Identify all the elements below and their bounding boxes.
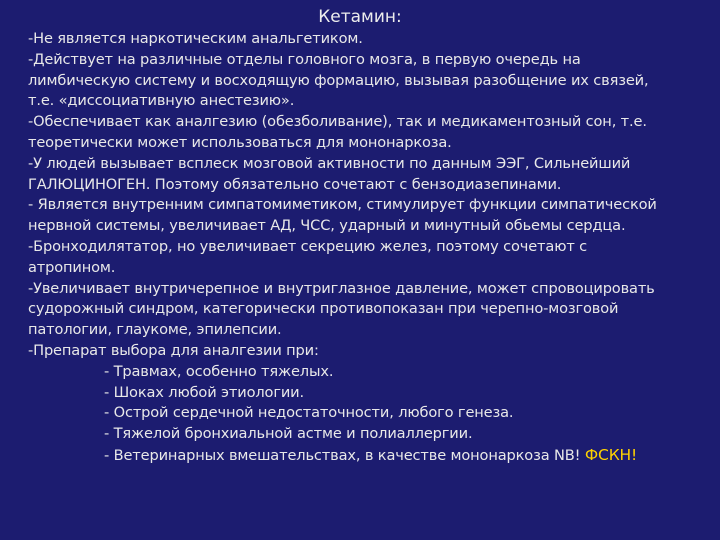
text-line: -У людей вызывает всплеск мозговой активности по данным ЭЭГ, Сильнейший xyxy=(28,154,631,172)
indication-text: - Ветеринарных вмешательствах, в качестве мононаркоза xyxy=(104,446,550,464)
text-line: -Препарат выбора для аналгезии при: xyxy=(28,341,319,359)
fskn-accent: ФСКН! xyxy=(584,445,638,464)
text-line: патологии, глаукоме, эпилепсии. xyxy=(28,321,282,339)
text-line: -Увеличивает внутричерепное и внутриглазное давление, может спровоцировать xyxy=(28,279,655,297)
text-line: ГАЛЮЦИНОГЕН. Поэтому обязательно сочетают с бензодиазепинами. xyxy=(28,175,562,193)
text-line: -Обеспечивает как аналгезию (обезболивание), так и медикаментозный сон, т.е. xyxy=(28,113,647,131)
slide-body xyxy=(28,29,718,466)
text-line: т.е. «диссоциативную анестезию». xyxy=(28,92,295,110)
text-line: -Действует на различные отделы головного мозга, в первую очередь на xyxy=(28,50,581,68)
slide-title: Кетамин: xyxy=(318,7,402,27)
text-line: нервной системы, увеличивает АД, ЧСС, ударный и минутный обьемы сердца. xyxy=(28,217,626,235)
indication-item: - Острой сердечной недостаточности, любого генеза. xyxy=(104,404,514,422)
text-line: теоретически может использоваться для мононаркоза. xyxy=(28,133,452,151)
indication-item: - Тяжелой бронхиальной астме и полиаллергии. xyxy=(104,425,473,443)
text-line: -Бронходилятатор, но увеличивает секрецию желез, поэтому сочетают с xyxy=(28,237,588,255)
text-line: судорожный синдром, категорически противопоказан при черепно-мозговой xyxy=(28,300,619,318)
nb-mark: NB! xyxy=(553,446,581,464)
text-line: -Не является наркотическим анальгетиком. xyxy=(28,30,363,47)
indication-item: - Шоках любой этиологии. xyxy=(104,383,304,401)
indication-item-veterinary xyxy=(28,445,718,466)
text-line: лимбическую систему и восходящую формацию, вызывая разобщение их связей, xyxy=(28,71,649,89)
text-line: - Является внутренним симпатомиметиком, стимулирует функции симпатической xyxy=(28,196,657,214)
indication-item: - Травмах, особенно тяжелых. xyxy=(104,362,334,380)
text-line: атропином. xyxy=(28,258,116,276)
